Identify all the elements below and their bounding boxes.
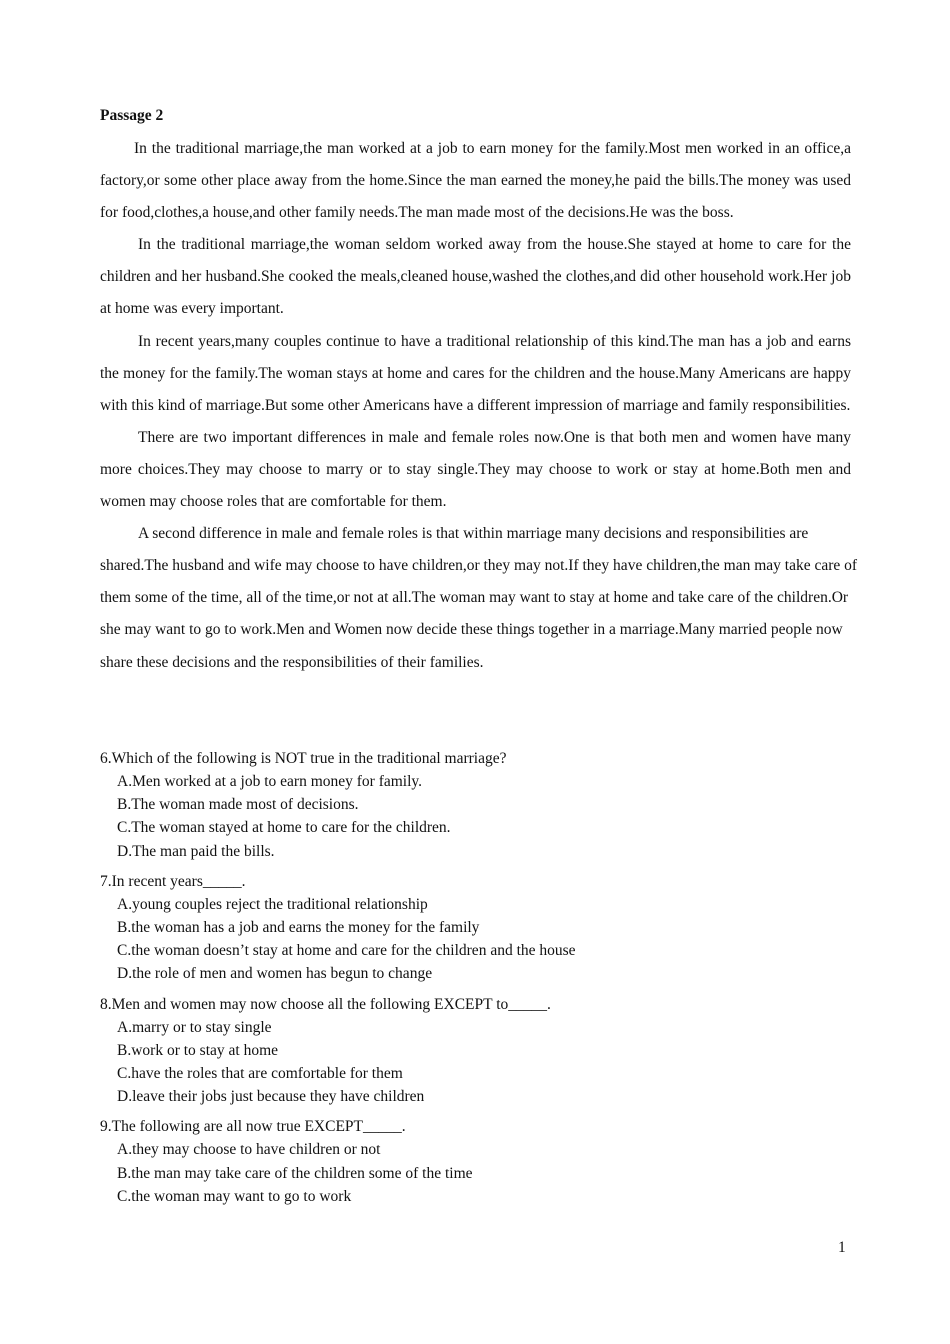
option-b: B.The woman made most of decisions. (117, 796, 359, 814)
question-8 (100, 993, 860, 1109)
option-list (100, 770, 860, 863)
option-b: B.work or to stay at home (117, 1041, 279, 1059)
passage-body (100, 133, 858, 679)
paragraph-2: In the traditional marriage,the woman seldom worked away from the house.She stayed at home to care for the children and her husband.She cooked the meals,cleaned house,washed the clothes,and did other household work.Her job at home was every important. (100, 236, 851, 318)
option-d: D.The man paid the bills. (117, 842, 275, 860)
option-list (100, 1138, 860, 1208)
paragraph-3: In recent years,many couples continue to have a traditional relationship of this kind.The man has a job and earns the money for the family.The woman stays at home and cares for the children and the house.Many Americans are happy with this kind of marriage.But some other Americans have a different impression of marriage and family responsibilities. (100, 332, 851, 414)
question-stem: 9.The following are all now true EXCEPT_____. (100, 1118, 406, 1136)
question-9 (100, 1115, 860, 1208)
option-c: C.the woman may want to go to work (117, 1187, 352, 1205)
passage-title: Passage 2 (100, 107, 164, 124)
option-b: B.the man may take care of the children some of the time (117, 1164, 473, 1182)
option-c: C.The woman stayed at home to care for the children. (117, 819, 451, 837)
question-stem: 6.Which of the following is NOT true in the traditional marriage? (100, 750, 507, 767)
question-7 (100, 870, 860, 986)
option-c: C.the woman doesn’t stay at home and care for the children and the house (117, 942, 576, 960)
paragraph-1: In the traditional marriage,the man worked at a job to earn money for the family.Most men worked in an office,a factory,or some other place away from the home.Since the man earned the money,he paid the bills.The money was used for food,clothes,a house,and other family needs.The man made most of the decisions.He was the boss. (100, 140, 851, 222)
page-number: 1 (838, 1239, 846, 1256)
paragraph-5: A second difference in male and female roles is that within marriage many decisions and responsibilities are shared.The husband and wife may choose to have children,or they may not.If they have children,the man may take care of them some of the time, all of the time,or not at all.The woman may want to stay at home and take care of the children.Or she may want to go to work.Men and Women now decide these things together in a marriage.Many married people now share these decisions and the responsibilities of their families. (100, 525, 858, 671)
question-stem: 8.Men and women may now choose all the following EXCEPT to_____. (100, 995, 551, 1013)
option-a: A.Men worked at a job to earn money for family. (117, 773, 423, 790)
paragraph-4: There are two important differences in male and female roles now.One is that both men and women have many more choices.They may choose to marry or to stay single.They may choose to work or stay at home.Both men and women may choose roles that are comfortable for them. (100, 428, 851, 511)
question-list (100, 747, 860, 1215)
option-c: C.have the roles that are comfortable for them (117, 1065, 403, 1083)
option-b: B.the woman has a job and earns the money for the family (117, 919, 480, 937)
option-a: A.they may choose to have children or not (117, 1141, 381, 1159)
option-d: D.leave their jobs just because they have children (117, 1088, 425, 1106)
question-stem: 7.In recent years_____. (100, 872, 246, 890)
question-6 (100, 747, 860, 863)
option-list (100, 1016, 860, 1109)
option-d: D.the role of men and women has begun to change (117, 965, 433, 983)
option-list (100, 893, 860, 986)
option-a: A.marry or to stay single (117, 1018, 272, 1036)
option-a: A.young couples reject the traditional relationship (117, 895, 428, 913)
